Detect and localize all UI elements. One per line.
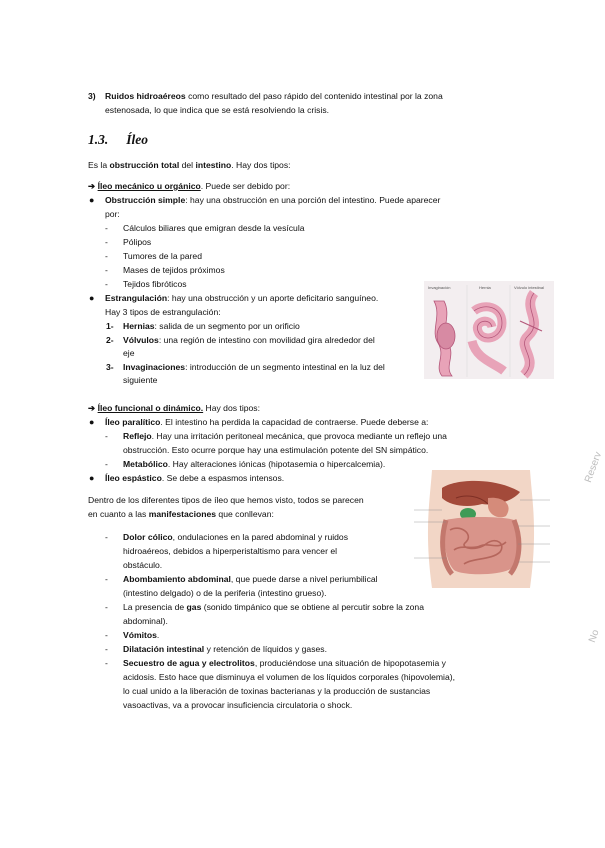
abdomen-illustration	[402, 470, 558, 588]
type-bold: Hernias	[123, 321, 155, 331]
arrow-icon: ➔	[88, 403, 96, 413]
item-3-line	[105, 90, 443, 103]
funcional-rest: Hay dos tipos:	[203, 403, 260, 413]
manifest-item-bold: gas	[186, 602, 202, 612]
espastico-line	[105, 472, 284, 485]
manifest-item-bold: Dilatación intestinal	[123, 644, 205, 654]
dash-icon: -	[105, 459, 108, 469]
section-title: Íleo	[126, 132, 148, 147]
type-bold: Invaginaciones	[123, 362, 186, 372]
simple-line2: por:	[105, 209, 120, 219]
figure-label: Vólvulo intestinal	[514, 285, 545, 290]
reflejo-line2: obstrucción. Esto ocurre porque hay una estimulación potente del SN simpático.	[123, 445, 429, 455]
cause-item: Pólipos	[123, 237, 152, 247]
manifest-item-line: obstáculo.	[123, 560, 163, 570]
type-item	[123, 320, 300, 333]
estr-bold: Estrangulación	[105, 293, 168, 303]
mecanico-title: Íleo mecánico u orgánico	[97, 181, 201, 191]
paralitico-bold: Íleo paralítico	[105, 417, 161, 427]
type-number: 3-	[106, 362, 114, 372]
intro-mid: del	[179, 160, 196, 170]
manifest-item	[123, 531, 348, 544]
metabolico-text: . Hay alteraciones iónicas (hipotasemia o hipercalcemia).	[167, 459, 386, 469]
manifest-item-line: acidosis. Esto hace que disminuya el volumen de los líquidos corporales (hipovolemia),	[123, 672, 455, 682]
manifest-item	[123, 629, 159, 642]
manifest-item-text: , que puede darse a nivel periumbilical	[230, 574, 378, 584]
manifest-item-line: vasoactivas, va a provocar insuficiencia circulatoria o shock.	[123, 700, 353, 710]
manifest-item-text: y retención de líquidos y gases.	[204, 644, 327, 654]
manifest-item-line: hidroaéreos, debidos a hiperperistaltismo para vencer el	[123, 546, 338, 556]
bullet-icon: ●	[89, 473, 95, 483]
manifest-item-bold: Secuestro de agua y electrolitos	[123, 658, 255, 668]
section-heading	[88, 133, 148, 146]
type-text: : una región de intestino con movilidad gira alrededor del	[158, 335, 375, 345]
item-number: 3)	[88, 91, 96, 101]
type-item	[123, 361, 385, 374]
metabolico-line	[123, 458, 385, 471]
cause-item: Mases de tejidos próximos	[123, 265, 225, 275]
estr-line	[105, 292, 378, 305]
dash-icon: -	[105, 265, 108, 275]
paralitico-text: . El intestino ha perdida la capacidad de contraerse. Puede deberse a:	[160, 417, 429, 427]
espastico-bold: Íleo espástico	[105, 473, 162, 483]
dash-icon: -	[105, 630, 108, 640]
cause-item: Cálculos biliares que emigran desde la vesícula	[123, 223, 305, 233]
manifest-item-line: lo cual unido a la liberación de toxinas bacterianas y la producción de sustancias	[123, 686, 431, 696]
mecanico-heading	[88, 180, 290, 193]
dash-icon: -	[105, 532, 108, 542]
type-item-line2: siguiente	[123, 375, 158, 385]
simple-line	[105, 194, 440, 207]
manifest-post: que conllevan:	[216, 509, 274, 519]
item-3-text: como resultado del paso rápido del contenido intestinal por la zona	[185, 91, 443, 101]
intro-pre: Es la	[88, 160, 110, 170]
obstruction-figure	[424, 281, 554, 379]
type-number: 2-	[106, 335, 114, 345]
manifest-item-text: , produciéndose una situación de hipopotasemia y	[254, 658, 446, 668]
type-number: 1-	[106, 321, 114, 331]
manifest-item-bold: Dolor cólico	[123, 532, 173, 542]
manifest-item	[123, 643, 327, 656]
intro-bold2: intestino	[195, 160, 232, 170]
dash-icon: -	[105, 602, 108, 612]
type-text: : salida de un segmento por un orificio	[154, 321, 300, 331]
watermark-text: No	[586, 628, 602, 645]
manifest-item-line: abdominal).	[123, 616, 168, 626]
dash-icon: -	[105, 237, 108, 247]
manifest-intro2	[88, 508, 274, 521]
type-text: : introducción de un segmento intestinal en la luz del	[185, 362, 385, 372]
manifest-item-line: (intestino delgado) o de la periferia (intestino grueso).	[123, 588, 327, 598]
reflejo-line	[123, 430, 447, 443]
dash-icon: -	[105, 431, 108, 441]
funcional-title: Íleo funcional o dinámico.	[97, 403, 204, 413]
simple-text: : hay una obstrucción en una porción del intestino. Puede aparecer	[185, 195, 441, 205]
manifest-item	[123, 573, 378, 586]
dash-icon: -	[105, 658, 108, 668]
estr-text: : hay una obstrucción y un aporte deficitario sanguíneo.	[167, 293, 379, 303]
abdomen-figure	[402, 470, 558, 588]
metabolico-bold: Metabólico	[123, 459, 168, 469]
manifest-item-text: , ondulaciones en la pared abdominal y ruidos	[172, 532, 349, 542]
figure-label: Hernia	[479, 285, 491, 290]
reflejo-text: . Hay una irritación peritoneal mecánica, que provoca mediante un reflejo una	[151, 431, 447, 441]
dash-icon: -	[105, 574, 108, 584]
espastico-text: . Se debe a espasmos intensos.	[161, 473, 285, 483]
cause-item: Tumores de la pared	[123, 251, 202, 261]
type-bold: Vólvulos	[123, 335, 159, 345]
manifest-intro: Dentro de los diferentes tipos de íleo que hemos visto, todos se parecen	[88, 495, 364, 505]
intro-bold: obstrucción total	[109, 160, 180, 170]
funcional-heading	[88, 402, 260, 415]
item-3-line2: estenosada, lo que indica que se está resolviendo la crisis.	[105, 105, 330, 115]
intro-post: . Hay dos tipos:	[231, 160, 291, 170]
cause-item: Tejidos fibróticos	[123, 279, 187, 289]
type-item	[123, 334, 375, 347]
bullet-icon: ●	[89, 417, 95, 427]
obstruction-illustration	[424, 281, 554, 379]
manifest-item	[123, 657, 446, 670]
simple-bold: Obstrucción simple	[105, 195, 186, 205]
type-item-line2: eje	[123, 348, 135, 358]
dash-icon: -	[105, 644, 108, 654]
estr-line2: Hay 3 tipos de estrangulación:	[105, 307, 221, 317]
bullet-icon: ●	[89, 195, 95, 205]
dash-icon: -	[105, 251, 108, 261]
manifest-item-bold: Vómitos	[123, 630, 157, 640]
manifest-item	[123, 601, 424, 614]
dash-icon: -	[105, 279, 108, 289]
figure-label: Invaginación	[428, 285, 451, 290]
manifest-item-bold: Abombamiento abdominal	[123, 574, 231, 584]
intro-paragraph	[88, 159, 291, 172]
mecanico-rest: . Puede ser debido por:	[200, 181, 291, 191]
watermark-text: Reserv	[582, 450, 605, 485]
item-3-bold: Ruidos hidroaéreos	[105, 91, 186, 101]
manifest-item-text: (sonido timpánico que se obtiene al percutir sobre la zona	[201, 602, 424, 612]
manifest-bold: manifestaciones	[148, 509, 217, 519]
manifest-item-text: .	[156, 630, 160, 640]
section-number: 1.3.	[88, 132, 109, 147]
bullet-icon: ●	[89, 293, 95, 303]
reflejo-bold: Reflejo	[123, 431, 152, 441]
arrow-icon: ➔	[88, 181, 96, 191]
manifest-item-pre: La presencia de	[123, 602, 187, 612]
dash-icon: -	[105, 223, 108, 233]
manifest-pre: en cuanto a las	[88, 509, 149, 519]
paralitico-line	[105, 416, 428, 429]
